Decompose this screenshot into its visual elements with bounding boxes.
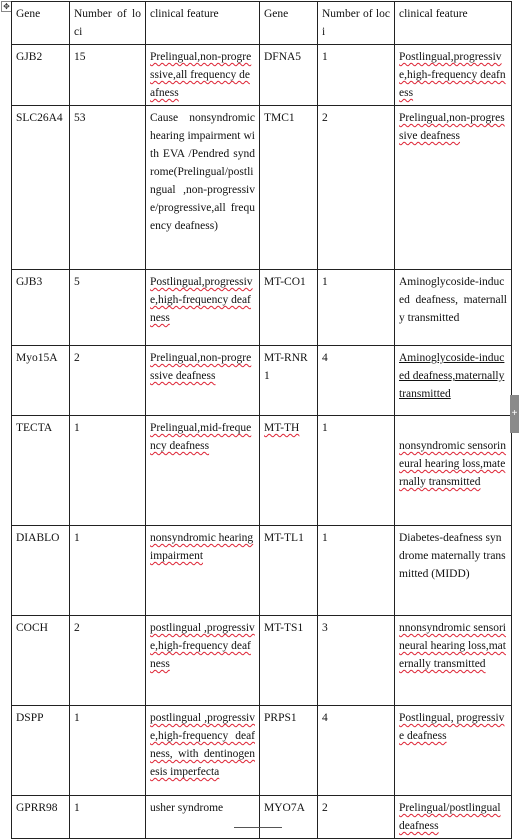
- loci-cell: 3: [318, 616, 395, 706]
- loci-cell: 15: [70, 45, 146, 106]
- feature-cell: nonsyndromic hearing impairment: [146, 526, 260, 616]
- table-move-icon[interactable]: ✥: [1, 1, 12, 12]
- gene-cell: MT-CO1: [260, 270, 318, 346]
- loci-cell: 1: [318, 45, 395, 106]
- table-row: [12, 416, 512, 526]
- header-feature-right: clinical feature: [395, 2, 512, 45]
- table-header-row: [12, 2, 512, 45]
- gene-cell: GPRR98: [12, 796, 70, 839]
- gene-cell: Myo15A: [12, 346, 70, 416]
- loci-cell: 1: [70, 796, 146, 839]
- loci-cell: 1: [318, 526, 395, 616]
- loci-cell: 2: [318, 796, 395, 839]
- feature-cell: postlingual ,progressive,high-frequency deafness, with dentinogenesis imperfecta: [146, 706, 260, 796]
- loci-cell: 2: [70, 616, 146, 706]
- gene-cell: MT-TL1: [260, 526, 318, 616]
- header-number-right: Number of loci: [318, 2, 395, 45]
- gene-cell: MYO7A: [260, 796, 318, 839]
- loci-cell: 5: [70, 270, 146, 346]
- gene-cell: SLC26A4: [12, 106, 70, 270]
- feature-cell: Postlingual,progressive,high-frequency deafness: [395, 45, 512, 106]
- gene-cell: TMC1: [260, 106, 318, 270]
- table-resize-handle[interactable]: +: [510, 395, 519, 433]
- gene-cell: GJB3: [12, 270, 70, 346]
- gene-cell: MT-TS1: [260, 616, 318, 706]
- table-row: [12, 346, 512, 416]
- table-row: [12, 106, 512, 270]
- gene-cell: PRPS1: [260, 706, 318, 796]
- feature-cell: Prelingual,non-progressive deafness: [395, 106, 512, 270]
- feature-cell: Prelingual,non-progressive deafness: [146, 346, 260, 416]
- feature-cell: Prelingual,non-progressive,all frequency deafness: [146, 45, 260, 106]
- loci-cell: 1: [70, 706, 146, 796]
- loci-cell: 1: [318, 270, 395, 346]
- feature-cell: Aminoglycoside-induced deafness, maternally transmitted: [395, 270, 512, 346]
- feature-cell: Postlingual, progressive deafness: [395, 706, 512, 796]
- table-row: [12, 616, 512, 706]
- header-gene-left: Gene: [12, 2, 70, 45]
- header-feature-left: clinical feature: [146, 2, 260, 45]
- gene-cell: COCH: [12, 616, 70, 706]
- gene-table: [11, 1, 512, 839]
- feature-cell: nonsyndromic sensorineural hearing loss,maternally transmitted: [395, 416, 512, 526]
- loci-cell: 2: [70, 346, 146, 416]
- gene-cell: DFNA5: [260, 45, 318, 106]
- loci-cell: 1: [318, 416, 395, 526]
- table-row: [12, 526, 512, 616]
- feature-cell: Diabetes-deafness syndrome maternally transmitted (MIDD): [395, 526, 512, 616]
- feature-cell: Aminoglycoside-induced deafness,maternally transmitted: [395, 346, 512, 416]
- loci-cell: 2: [318, 106, 395, 270]
- feature-cell: Prelingual/postlingual deafness: [395, 796, 512, 839]
- loci-cell: 4: [318, 706, 395, 796]
- loci-cell: 1: [70, 526, 146, 616]
- gene-cell: MT-TH: [260, 416, 318, 526]
- feature-cell: usher syndrome: [146, 796, 260, 839]
- table-row: [12, 796, 512, 839]
- gene-cell: MT-RNR1: [260, 346, 318, 416]
- table-row: [12, 270, 512, 346]
- loci-cell: 53: [70, 106, 146, 270]
- feature-cell: postlingual ,progressive,high-frequency deafness: [146, 616, 260, 706]
- gene-cell: DSPP: [12, 706, 70, 796]
- feature-cell: Prelingual,mid-frequency deafness: [146, 416, 260, 526]
- header-gene-right: Gene: [260, 2, 318, 45]
- feature-cell: Postlingual,progressive,high-frequency deafness: [146, 270, 260, 346]
- page-bottom-marker: [234, 827, 282, 828]
- feature-cell: Cause nonsyndromic hearing impairment with EVA /Pendred syndrome(Prelingual/postlingual ,non-progressive/progressive,all frequency deafness): [146, 106, 260, 270]
- feature-cell: nnonsyndromic sensorineural hearing loss,maternally transmitted: [395, 616, 512, 706]
- gene-cell: DIABLO: [12, 526, 70, 616]
- table-row: [12, 45, 512, 106]
- table-row: [12, 706, 512, 796]
- loci-cell: 4: [318, 346, 395, 416]
- gene-cell: GJB2: [12, 45, 70, 106]
- gene-cell: TECTA: [12, 416, 70, 526]
- loci-cell: 1: [70, 416, 146, 526]
- header-number-left: Number of loci: [70, 2, 146, 45]
